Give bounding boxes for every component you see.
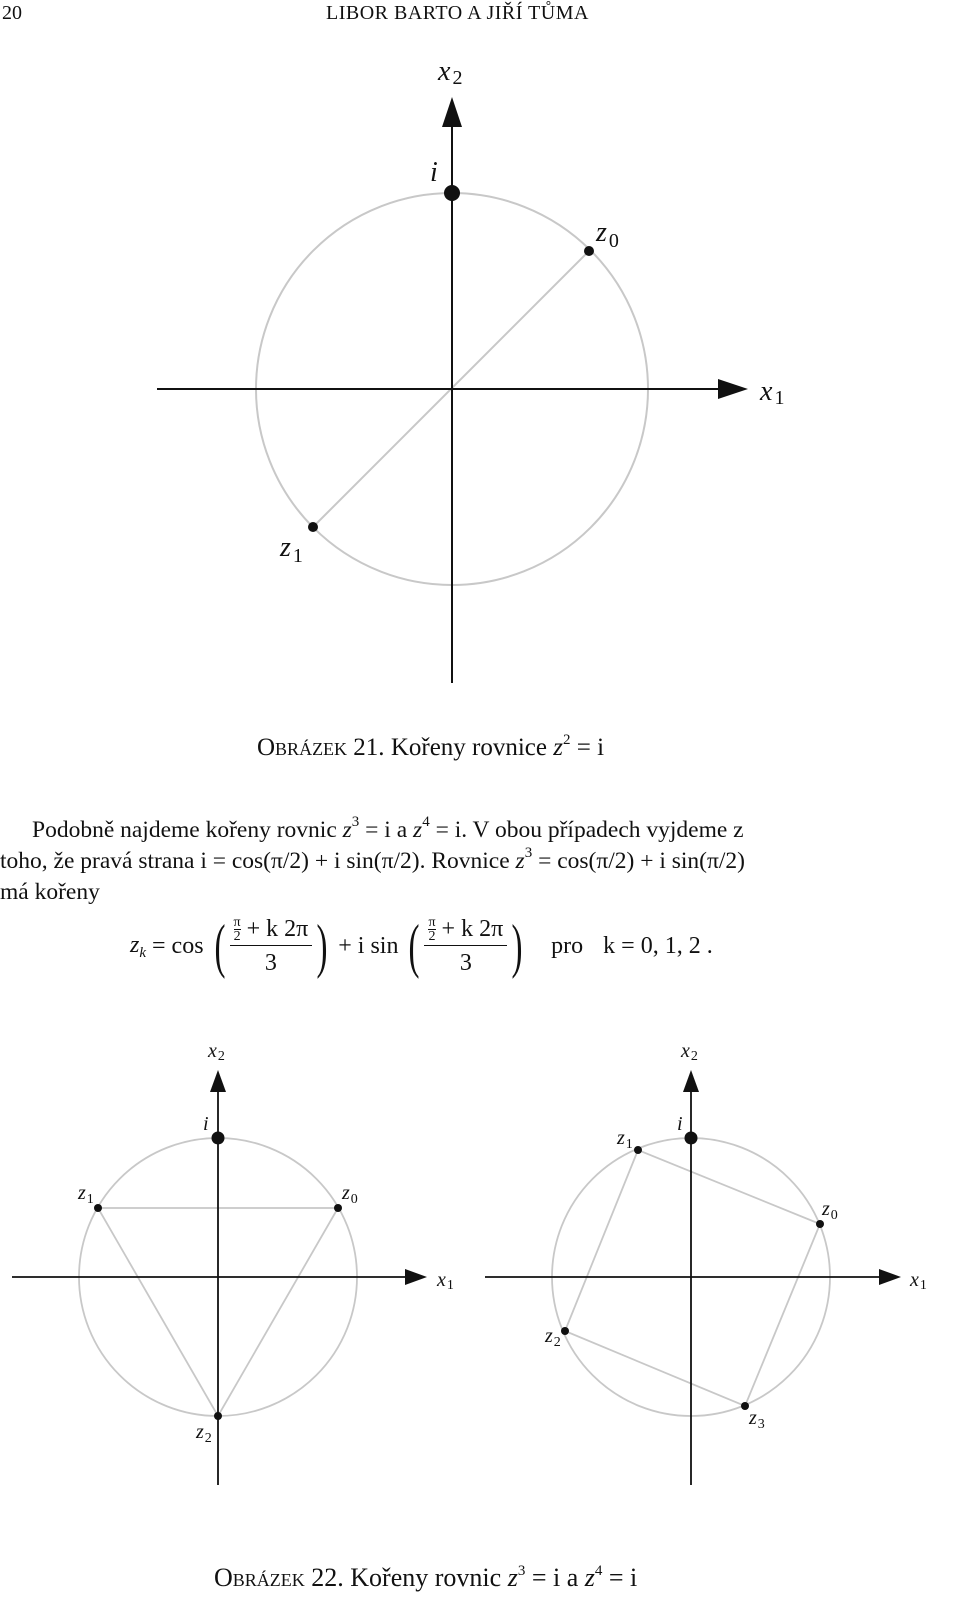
point-z2 [214, 1412, 222, 1420]
diagram-fourth-roots [485, 1040, 927, 1485]
label-z2: $z_2$ [545, 1325, 561, 1350]
math-exp: 4 [422, 814, 430, 830]
point-i [212, 1132, 225, 1145]
text-run: . Rovnice [419, 848, 516, 874]
plus-k2pi: + k 2π [441, 915, 504, 942]
denominator: 3 [264, 950, 277, 977]
point-z0 [584, 246, 594, 256]
text-run: Podobně najdeme kořeny rovnic [32, 817, 343, 843]
denominator: 3 [459, 950, 472, 977]
label-i: i [677, 1113, 683, 1135]
paragraph [0, 814, 940, 908]
math-z: z [515, 848, 525, 874]
left-paren: ( [408, 913, 420, 979]
caption-text: Kořeny rovnic [350, 1563, 502, 1592]
caption-var: z [553, 734, 563, 761]
diagram-cube-roots [12, 1040, 454, 1485]
caption-text: Kořeny rovnice [390, 734, 548, 761]
point-i [685, 1132, 698, 1145]
caption-mid: = i a [531, 1563, 579, 1592]
point-z3 [741, 1402, 749, 1410]
right-paren: ) [511, 913, 523, 979]
formula-z: z [130, 932, 140, 959]
point-z1 [308, 522, 318, 532]
paragraph-line-2 [0, 846, 940, 877]
caption-head: Obrázek 21. [257, 734, 385, 761]
text-run: toho, že pravá strana [0, 848, 201, 874]
formula-sin: + i sin [338, 933, 399, 959]
formula-pro: pro [551, 933, 584, 959]
math-z: z [413, 817, 423, 843]
running-title: LIBOR BARTO A JIŘÍ TŮMA [326, 2, 589, 24]
label-i: i [430, 157, 438, 188]
caption-var: z [507, 1563, 518, 1592]
root-square [565, 1150, 820, 1406]
label-z1: $z_1$ [78, 1182, 94, 1207]
label-z0: $z_0$ [822, 1198, 838, 1223]
paragraph-line-1 [32, 815, 940, 846]
x2-arrow-icon [442, 97, 462, 127]
math-z: z [342, 817, 352, 843]
x1-arrow-icon [879, 1269, 901, 1285]
caption-exp: 4 [594, 1563, 603, 1579]
point-z1 [634, 1146, 642, 1154]
text-run: . V obou případech vyjdeme z [461, 817, 744, 843]
point-z0 [334, 1204, 342, 1212]
label-x1: x 1 [760, 376, 785, 409]
x1-arrow-icon [405, 1269, 427, 1285]
label-z2: $z_2$ [196, 1421, 212, 1446]
label-x2: x2 [208, 1040, 225, 1064]
formula-cos: = cos [152, 933, 204, 959]
pi: π [428, 915, 436, 931]
label-z3: $z_3$ [749, 1407, 765, 1432]
point-z0 [816, 1220, 824, 1228]
figure-21-caption [257, 734, 604, 762]
math-i-def: i = cos(π/2) + i sin(π/2) [200, 848, 420, 874]
figure-21 [0, 0, 960, 720]
math-z3-def: = cos(π/2) + i sin(π/2) [532, 848, 745, 874]
plus-k2pi: + k 2π [246, 915, 309, 942]
label-x1: x1 [910, 1269, 927, 1293]
figure-22 [0, 1030, 960, 1570]
label-x1: x1 [437, 1269, 454, 1293]
math-exp: 3 [351, 814, 360, 830]
page-number: 20 [2, 2, 22, 24]
figure-22-caption [214, 1563, 637, 1593]
point-z1 [94, 1204, 102, 1212]
two: 2 [233, 929, 241, 945]
label-z0: $z_0$ [342, 1182, 358, 1207]
display-formula [130, 912, 713, 981]
right-paren: ) [316, 913, 328, 979]
fraction-1 [230, 916, 313, 978]
label-z0: z $_0$ [596, 217, 619, 252]
label-z1: z $_1$ [280, 532, 303, 567]
caption-rhs: = i [576, 734, 605, 761]
paragraph-line-3: má kořeny [0, 879, 100, 905]
x2-arrow-icon [210, 1070, 226, 1092]
x2-arrow-icon [683, 1070, 699, 1092]
label-x2: x2 [681, 1040, 698, 1064]
x1-arrow-icon [718, 379, 748, 399]
caption-head: Obrázek 22. [214, 1563, 344, 1592]
formula-k-values: k = 0, 1, 2 . [603, 933, 713, 959]
point-i [444, 185, 460, 201]
caption-end: = i [608, 1563, 638, 1592]
math-eq: = i [429, 817, 462, 843]
pi: π [233, 915, 241, 931]
two: 2 [428, 929, 436, 945]
caption-var: z [584, 1563, 595, 1592]
fraction-2 [424, 916, 507, 978]
math-eq: = i [359, 817, 391, 843]
label-x2: x 2 [438, 56, 463, 89]
left-paren: ( [214, 913, 226, 979]
point-z2 [561, 1327, 569, 1335]
caption-exp: 3 [517, 1563, 526, 1579]
label-z1: $z_1$ [617, 1127, 633, 1152]
formula-k: k [139, 945, 147, 962]
math-exp: 3 [524, 845, 533, 861]
caption-exp: 2 [563, 732, 571, 748]
label-i: i [203, 1113, 209, 1135]
text-run: a [390, 817, 414, 843]
